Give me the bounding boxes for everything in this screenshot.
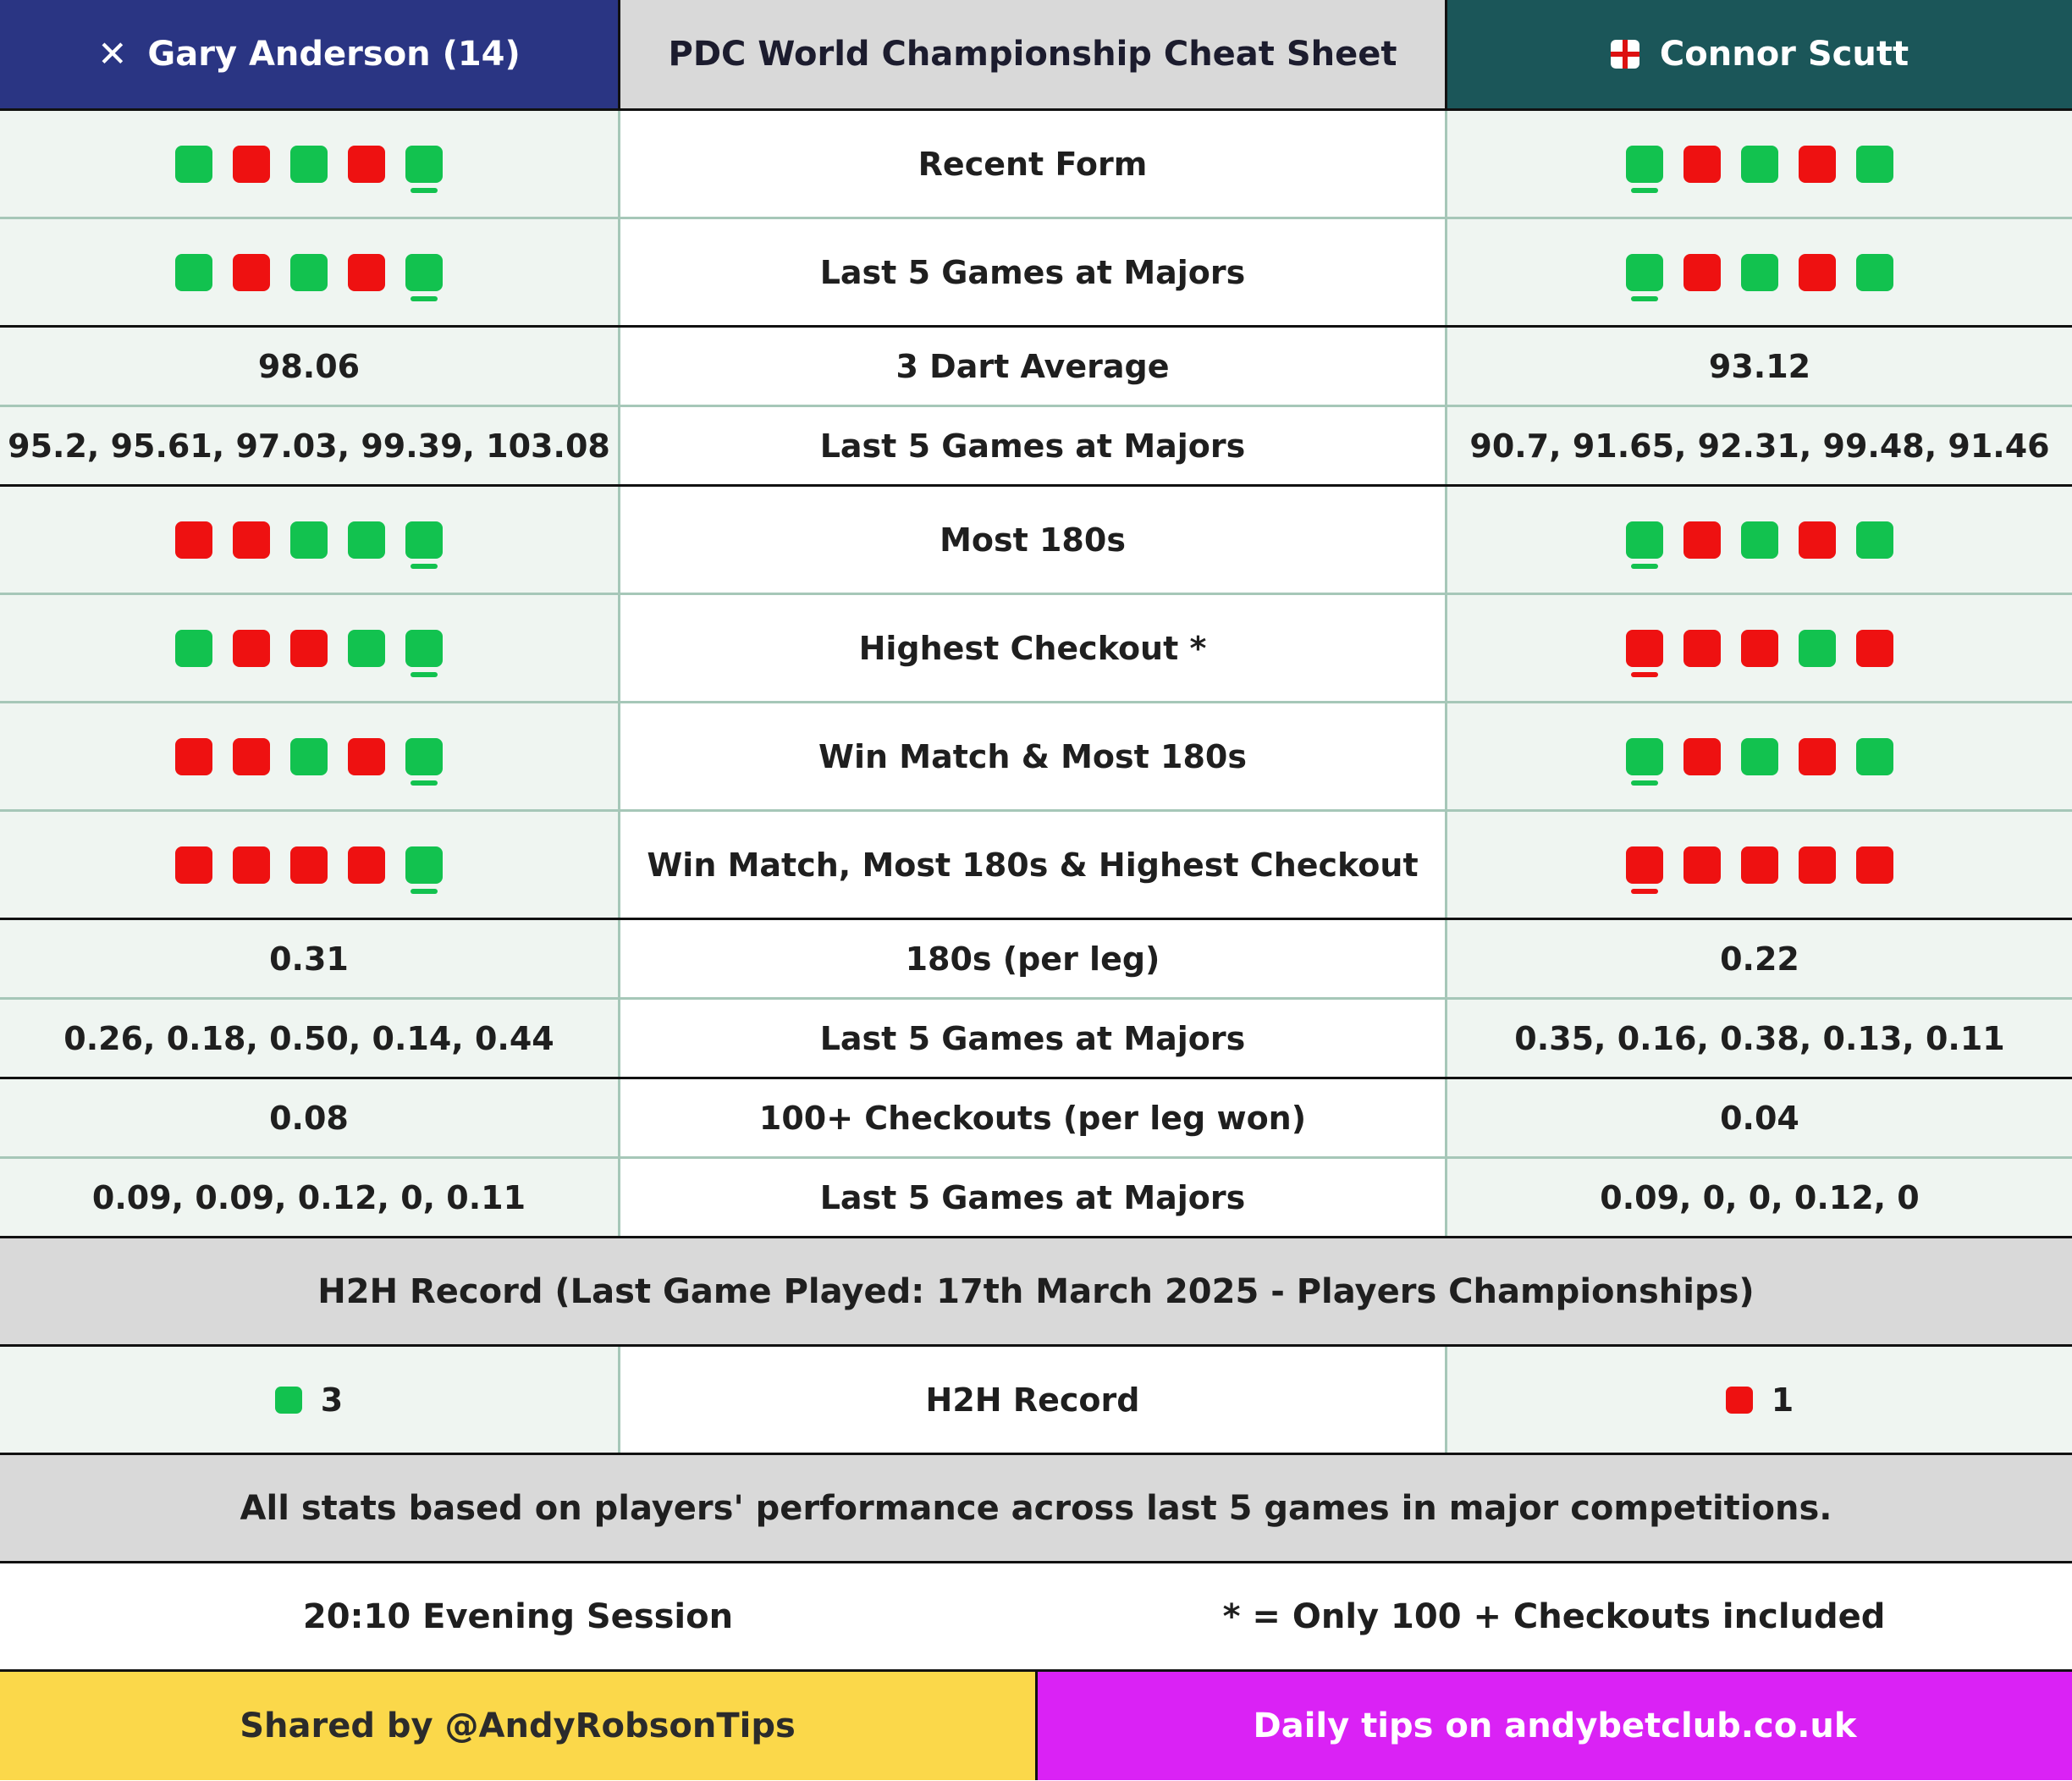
stat-label-text: Last 5 Games at Majors <box>819 253 1246 291</box>
stat-row <box>0 595 2072 703</box>
session-time <box>0 1563 1036 1669</box>
daily-tips-link[interactable] <box>1038 1672 2072 1780</box>
left-form-indicators <box>175 254 443 291</box>
left-form-indicators <box>175 521 443 559</box>
right-form-indicators <box>1626 738 1893 775</box>
stat-label <box>620 1159 1447 1236</box>
stat-label-text: Last 5 Games at Majors <box>819 427 1246 465</box>
right-stat-cell <box>1447 219 2072 325</box>
win-marker-icon <box>175 630 212 667</box>
win-marker-icon <box>1626 254 1663 291</box>
stat-row <box>0 487 2072 595</box>
stat-row <box>0 920 2072 1000</box>
right-stat-cell <box>1447 487 2072 593</box>
win-marker-icon <box>405 146 443 183</box>
left-form-indicators <box>175 146 443 183</box>
left-stat-cell <box>0 328 620 405</box>
loss-marker-icon <box>233 846 270 884</box>
right-stat-cell <box>1447 1000 2072 1077</box>
scotland-flag-icon: ✕ <box>97 33 128 74</box>
right-stat-cell <box>1447 1159 2072 1236</box>
loss-marker-icon <box>1741 846 1778 884</box>
win-marker-icon <box>1741 738 1778 775</box>
footer-row <box>0 1563 2072 1672</box>
loss-marker-icon <box>1726 1387 1753 1414</box>
loss-marker-icon <box>175 846 212 884</box>
loss-marker-icon <box>175 738 212 775</box>
right-form-indicators <box>1626 146 1893 183</box>
win-marker-icon <box>1856 521 1893 559</box>
win-marker-icon <box>348 521 385 559</box>
left-stat-value: 98.06 <box>257 347 361 385</box>
shared-by-text: Shared by @AndyRobsonTips <box>240 1707 796 1745</box>
stat-label-text: Most 180s <box>940 521 1126 559</box>
daily-tips-text[interactable]: Daily tips on andybetclub.co.uk <box>1253 1707 1857 1745</box>
left-form-indicators <box>175 738 443 775</box>
win-marker-icon <box>1741 146 1778 183</box>
left-stat-cell <box>0 407 620 484</box>
left-stat-cell <box>0 219 620 325</box>
checkout-footnote <box>1036 1563 2072 1669</box>
stats-note <box>0 1455 2072 1563</box>
stat-label <box>620 219 1447 325</box>
left-stat-value: 0.09, 0.09, 0.12, 0, 0.11 <box>91 1178 526 1216</box>
sheet-title-text: PDC World Championship Cheat Sheet <box>668 35 1397 74</box>
header-row <box>0 0 2072 111</box>
h2h-banner-text: H2H Record (Last Game Played: 17th March 2025 - Players Championships) <box>317 1271 1755 1311</box>
right-stat-cell <box>1447 407 2072 484</box>
left-stat-cell <box>0 111 620 217</box>
right-stat-value: 0.22 <box>1720 940 1799 978</box>
stats-note-text: All stats based on players' performance across last 5 games in major competitions. <box>240 1488 1832 1528</box>
stat-label <box>620 328 1447 405</box>
stat-label <box>620 111 1447 217</box>
stat-label <box>620 407 1447 484</box>
left-form-indicators <box>175 846 443 884</box>
england-flag-icon <box>1611 40 1639 69</box>
stat-rows <box>0 111 2072 1238</box>
stat-label <box>620 1000 1447 1077</box>
win-marker-icon <box>1856 146 1893 183</box>
win-marker-icon <box>275 1387 302 1414</box>
win-marker-icon <box>348 630 385 667</box>
left-player-name: Gary Anderson (14) <box>147 35 521 74</box>
loss-marker-icon <box>1856 846 1893 884</box>
stat-label-text: 3 Dart Average <box>895 347 1170 385</box>
loss-marker-icon <box>233 521 270 559</box>
loss-marker-icon <box>1799 738 1836 775</box>
left-stat-value: 0.26, 0.18, 0.50, 0.14, 0.44 <box>63 1019 554 1057</box>
h2h-banner <box>0 1238 2072 1347</box>
right-stat-value: 0.04 <box>1720 1099 1799 1137</box>
stat-label-text: Recent Form <box>918 145 1148 183</box>
stat-label <box>620 703 1447 809</box>
left-stat-value: 95.2, 95.61, 97.03, 99.39, 103.08 <box>8 427 610 465</box>
loss-marker-icon <box>290 846 328 884</box>
h2h-label-text: H2H Record <box>925 1381 1140 1419</box>
loss-marker-icon <box>233 146 270 183</box>
right-stat-cell <box>1447 1079 2072 1156</box>
stat-row <box>0 219 2072 328</box>
win-marker-icon <box>1626 146 1663 183</box>
loss-marker-icon <box>1626 630 1663 667</box>
loss-marker-icon <box>1684 146 1721 183</box>
right-stat-value: 90.7, 91.65, 92.31, 99.48, 91.46 <box>1469 427 2050 465</box>
session-time-text: 20:10 Evening Session <box>302 1596 734 1636</box>
stat-label <box>620 812 1447 918</box>
stat-label <box>620 487 1447 593</box>
left-stat-cell <box>0 1079 620 1156</box>
left-stat-cell <box>0 703 620 809</box>
win-marker-icon <box>1626 521 1663 559</box>
win-marker-icon <box>175 254 212 291</box>
win-marker-icon <box>290 738 328 775</box>
win-marker-icon <box>405 630 443 667</box>
right-stat-value: 93.12 <box>1708 347 1811 385</box>
loss-marker-icon <box>1626 846 1663 884</box>
loss-marker-icon <box>1684 846 1721 884</box>
win-marker-icon <box>405 738 443 775</box>
right-stat-cell <box>1447 111 2072 217</box>
shared-by-banner <box>0 1672 1038 1780</box>
loss-marker-icon <box>348 146 385 183</box>
right-form-indicators <box>1626 521 1893 559</box>
left-stat-value: 0.08 <box>269 1099 349 1137</box>
win-marker-icon <box>405 521 443 559</box>
right-form-indicators <box>1626 254 1893 291</box>
loss-marker-icon <box>1856 630 1893 667</box>
left-stat-cell <box>0 595 620 701</box>
stat-row <box>0 111 2072 219</box>
h2h-right <box>1447 1347 2072 1453</box>
left-form-indicators <box>175 630 443 667</box>
loss-marker-icon <box>233 630 270 667</box>
stat-row <box>0 328 2072 407</box>
win-marker-icon <box>290 146 328 183</box>
win-marker-icon <box>1741 521 1778 559</box>
loss-marker-icon <box>1741 630 1778 667</box>
stat-label-text: 180s (per leg) <box>905 940 1160 978</box>
left-player-header <box>0 0 620 108</box>
sheet-title <box>620 0 1447 108</box>
left-stat-value: 0.31 <box>269 940 349 978</box>
win-marker-icon <box>1741 254 1778 291</box>
h2h-left-value: 3 <box>320 1381 344 1419</box>
stat-row <box>0 1000 2072 1079</box>
loss-marker-icon <box>1684 254 1721 291</box>
stat-row <box>0 407 2072 487</box>
loss-marker-icon <box>348 738 385 775</box>
right-stat-cell <box>1447 328 2072 405</box>
right-player-name: Connor Scutt <box>1659 35 1909 74</box>
right-stat-cell <box>1447 703 2072 809</box>
stat-label-text: 100+ Checkouts (per leg won) <box>758 1099 1307 1137</box>
left-stat-cell <box>0 812 620 918</box>
right-form-indicators <box>1626 846 1893 884</box>
win-marker-icon <box>175 146 212 183</box>
right-stat-value: 0.09, 0, 0, 0.12, 0 <box>1600 1178 1920 1216</box>
left-stat-cell <box>0 1000 620 1077</box>
stat-label-text: Highest Checkout * <box>858 629 1207 667</box>
stat-label <box>620 595 1447 701</box>
loss-marker-icon <box>1684 521 1721 559</box>
stat-label-text: Win Match, Most 180s & Highest Checkout <box>647 846 1419 884</box>
h2h-right-value: 1 <box>1771 1381 1794 1419</box>
left-stat-cell <box>0 920 620 997</box>
right-player-header <box>1447 0 2072 108</box>
loss-marker-icon <box>1684 738 1721 775</box>
win-marker-icon <box>1799 630 1836 667</box>
loss-marker-icon <box>1684 630 1721 667</box>
right-stat-cell <box>1447 920 2072 997</box>
loss-marker-icon <box>175 521 212 559</box>
stat-row <box>0 703 2072 812</box>
stat-row <box>0 812 2072 920</box>
loss-marker-icon <box>233 254 270 291</box>
win-marker-icon <box>290 254 328 291</box>
loss-marker-icon <box>1799 254 1836 291</box>
stat-label-text: Win Match & Most 180s <box>818 737 1247 775</box>
checkout-footnote-text: * = Only 100 + Checkouts included <box>1222 1596 1886 1636</box>
h2h-row <box>0 1347 2072 1455</box>
loss-marker-icon <box>1799 846 1836 884</box>
loss-marker-icon <box>290 630 328 667</box>
loss-marker-icon <box>348 846 385 884</box>
win-marker-icon <box>405 846 443 884</box>
stat-label <box>620 1079 1447 1156</box>
right-stat-value: 0.35, 0.16, 0.38, 0.13, 0.11 <box>1514 1019 2005 1057</box>
win-marker-icon <box>1856 254 1893 291</box>
loss-marker-icon <box>1799 521 1836 559</box>
h2h-label <box>620 1347 1447 1453</box>
loss-marker-icon <box>233 738 270 775</box>
win-marker-icon <box>290 521 328 559</box>
h2h-left <box>0 1347 620 1453</box>
win-marker-icon <box>1626 738 1663 775</box>
win-marker-icon <box>1856 738 1893 775</box>
win-marker-icon <box>405 254 443 291</box>
stat-label-text: Last 5 Games at Majors <box>819 1019 1246 1057</box>
stat-label <box>620 920 1447 997</box>
right-stat-cell <box>1447 812 2072 918</box>
right-form-indicators <box>1626 630 1893 667</box>
loss-marker-icon <box>1799 146 1836 183</box>
stat-row <box>0 1079 2072 1159</box>
loss-marker-icon <box>348 254 385 291</box>
left-stat-cell <box>0 1159 620 1236</box>
stat-row <box>0 1159 2072 1238</box>
stat-label-text: Last 5 Games at Majors <box>819 1178 1246 1216</box>
right-stat-cell <box>1447 595 2072 701</box>
promo-row <box>0 1672 2072 1780</box>
left-stat-cell <box>0 487 620 593</box>
